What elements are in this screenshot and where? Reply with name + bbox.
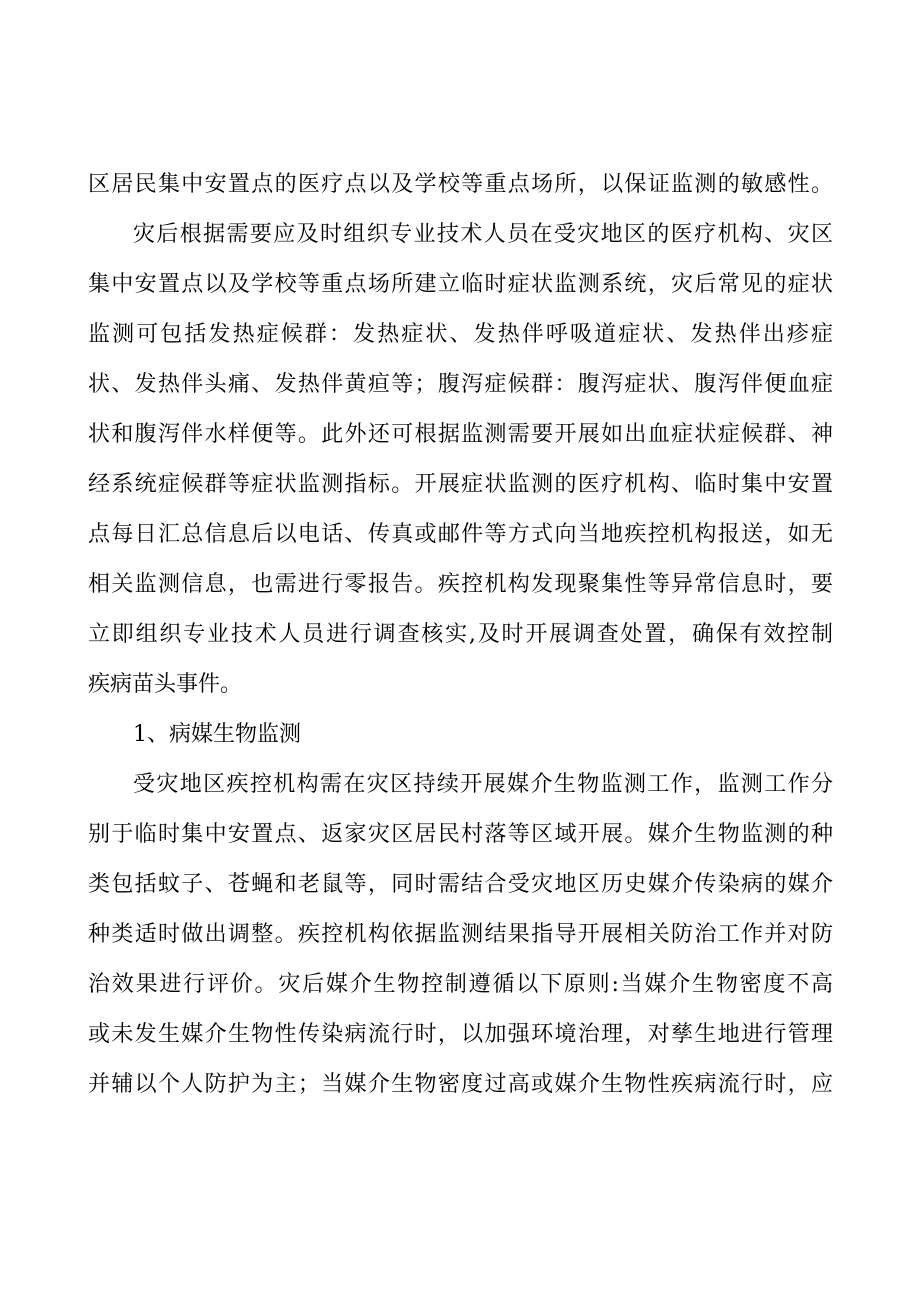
text-line: 受灾地区疾控机构需在灾区持续开展媒介生物监测工作，监测工作分 — [133, 772, 833, 797]
text-line: 灾后根据需要应及时组织专业技术人员在受灾地区的医疗机构、灾区 — [133, 222, 833, 247]
text-line: 类包括蚊子、苍蝇和老鼠等，同时需结合受灾地区历史媒介传染病的媒介 — [88, 872, 833, 897]
text-line: 疾病苗头事件。 — [88, 672, 243, 697]
section-heading — [88, 710, 833, 760]
paragraph-continuation — [88, 160, 833, 210]
text-line: 并辅以个人防护为主；当媒介生物密度过高或媒介生物性疾病流行时，应 — [88, 1072, 833, 1097]
text-line: 监测可包括发热症候群：发热症状、发热伴呼吸道症状、发热伴出疹症 — [88, 322, 833, 347]
text-line: 治效果进行评价。灾后媒介生物控制遵循以下原则:当媒介生物密度不高 — [88, 972, 833, 997]
text-line: 相关监测信息，也需进行零报告。疾控机构发现聚集性等异常信息时，要 — [88, 572, 833, 597]
text-line: 区居民集中安置点的医疗点以及学校等重点场所，以保证监测的敏感性。 — [88, 172, 833, 197]
text-line: 状、发热伴头痛、发热伴黄疸等；腹泻症候群：腹泻症状、腹泻伴便血症 — [88, 372, 833, 397]
text-line: 别于临时集中安置点、返家灾区居民村落等区域开展。媒介生物监测的种 — [88, 822, 833, 847]
document-body — [88, 160, 833, 1110]
text-line: 经系统症候群等症状监测指标。开展症状监测的医疗机构、临时集中安置 — [88, 472, 833, 497]
text-line: 点每日汇总信息后以电话、传真或邮件等方式向当地疾控机构报送，如无 — [88, 522, 833, 547]
text-line: 立即组织专业技术人员进行调查核实,及时开展调查处置，确保有效控制 — [88, 622, 833, 647]
paragraph-vector-monitoring — [88, 760, 833, 1110]
text-line: 状和腹泻伴水样便等。此外还可根据监测需要开展如出血症状症候群、神 — [88, 422, 833, 447]
heading-text: 1、病媒生物监测 — [133, 722, 301, 747]
text-line: 种类适时做出调整。疾控机构依据监测结果指导开展相关防治工作并对防 — [88, 922, 833, 947]
text-line: 集中安置点以及学校等重点场所建立临时症状监测系统，灾后常见的症状 — [88, 272, 833, 297]
text-line: 或未发生媒介生物性传染病流行时，以加强环境治理，对孳生地进行管理 — [88, 1022, 833, 1047]
paragraph-symptom-monitoring — [88, 210, 833, 710]
